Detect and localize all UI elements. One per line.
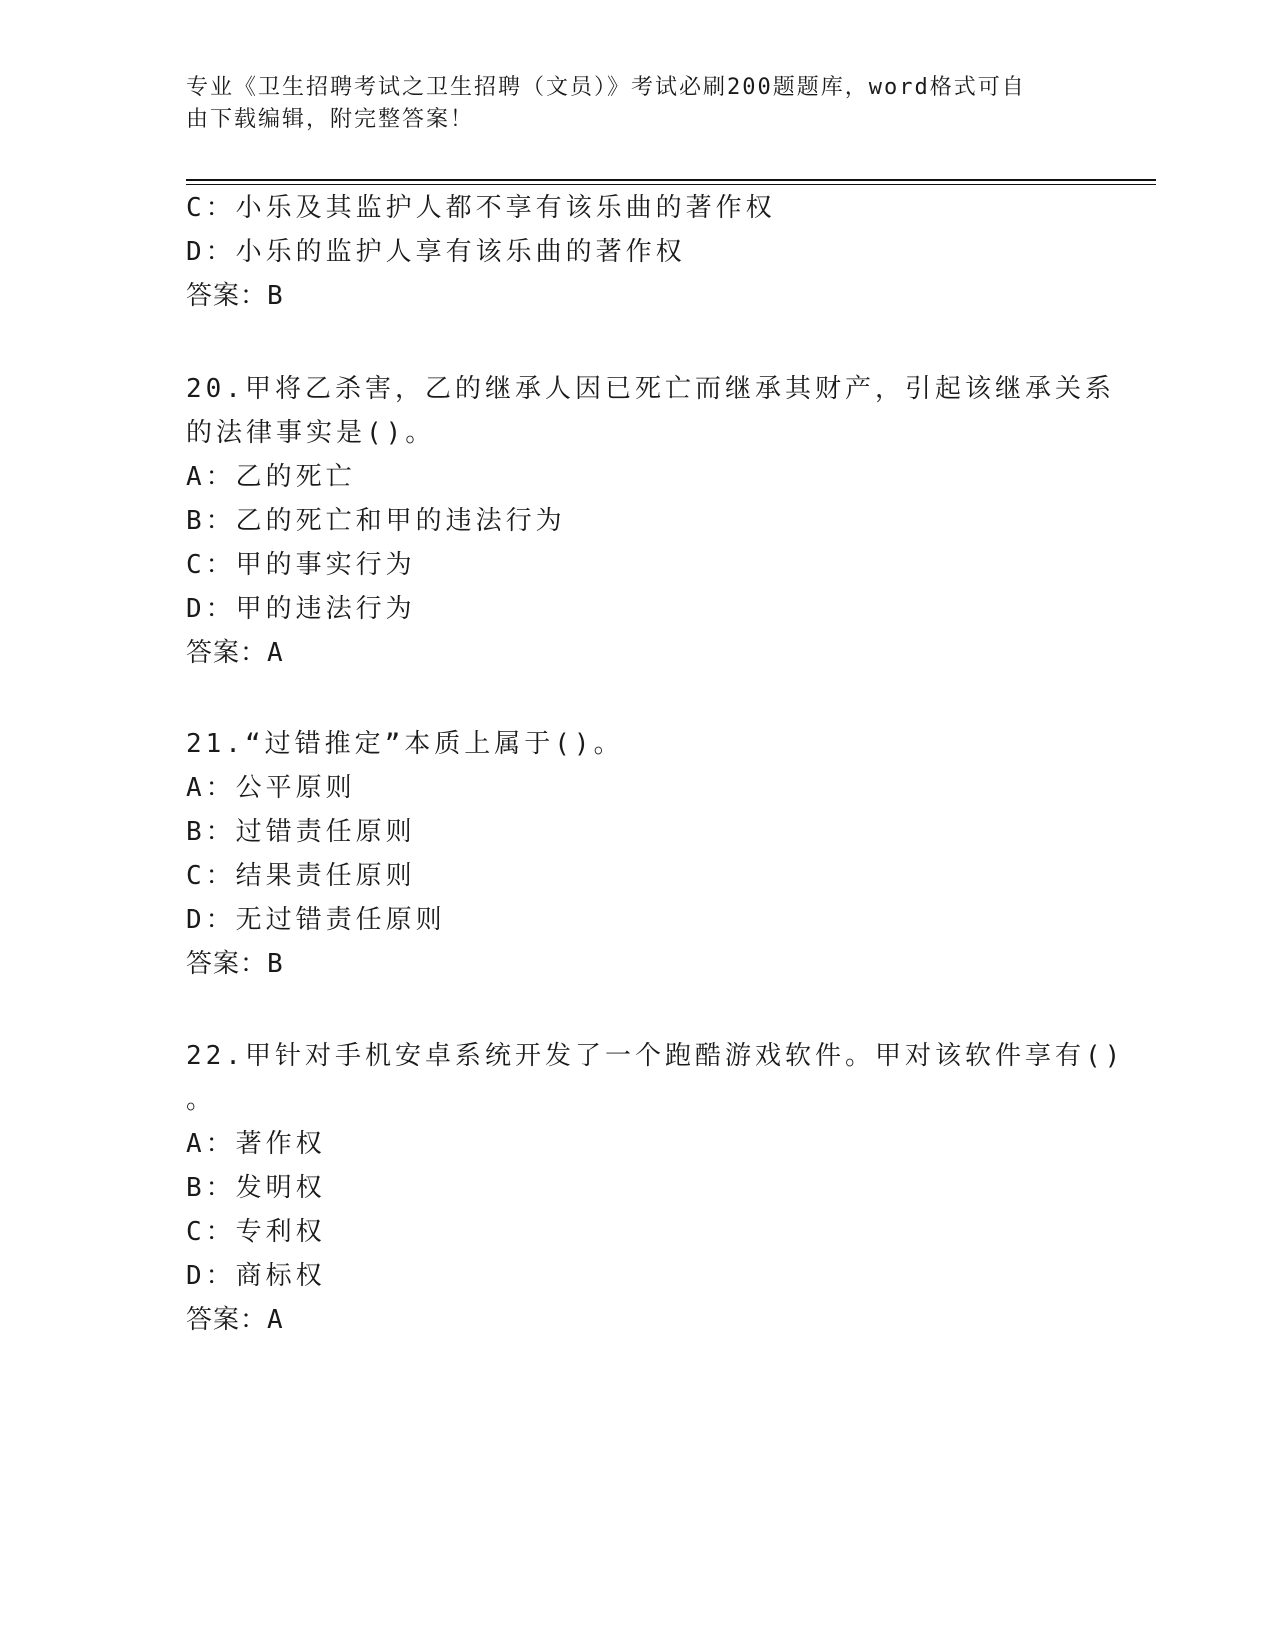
q21-option-c: C：结果责任原则 [186,861,416,891]
q20-option-a: A：乙的死亡 [186,462,356,492]
q22-answer: 答案：A [186,1305,284,1335]
q21-stem-line-1: 21.“过错推定”本质上属于()。 [186,729,624,759]
q21-answer: 答案：B [186,949,284,979]
q22-option-a: A：著作权 [186,1129,326,1159]
q22-option-b: B：发明权 [186,1173,326,1203]
q20-answer: 答案：A [186,638,284,668]
q19-option-c: C：小乐及其监护人都不享有该乐曲的著作权 [186,193,776,223]
q20-option-b: B：乙的死亡和甲的违法行为 [186,506,566,536]
q20-stem-line-2: 的法律事实是()。 [186,418,436,448]
q19-option-d: D：小乐的监护人享有该乐曲的著作权 [186,237,686,267]
q20-option-c: C：甲的事实行为 [186,550,416,580]
q22-option-c: C：专利权 [186,1217,326,1247]
q21-option-d: D：无过错责任原则 [186,905,446,935]
q21-option-a: A：公平原则 [186,773,356,803]
document-header [186,72,1066,136]
q22-stem-line-2: 。 [186,1085,217,1115]
q20-stem-line-1: 20.甲将乙杀害，乙的继承人因已死亡而继承其财产，引起该继承关系 [186,374,1115,404]
q21-option-b: B：过错责任原则 [186,817,416,847]
q22-stem-line-1: 22.甲针对手机安卓系统开发了一个跑酷游戏软件。甲对该软件享有() [186,1041,1125,1071]
q22-option-d: D：商标权 [186,1261,326,1291]
header-divider-thick [186,179,1156,181]
q19-answer: 答案：B [186,281,284,311]
header-line-2: 由下载编辑，附完整答案！ [186,107,475,132]
header-line-1: 专业《卫生招聘考试之卫生招聘（文员）》考试必刷200题题库，word格式可自 [186,75,1026,100]
q20-option-d: D：甲的违法行为 [186,594,416,624]
header-divider-thin [186,184,1156,185]
